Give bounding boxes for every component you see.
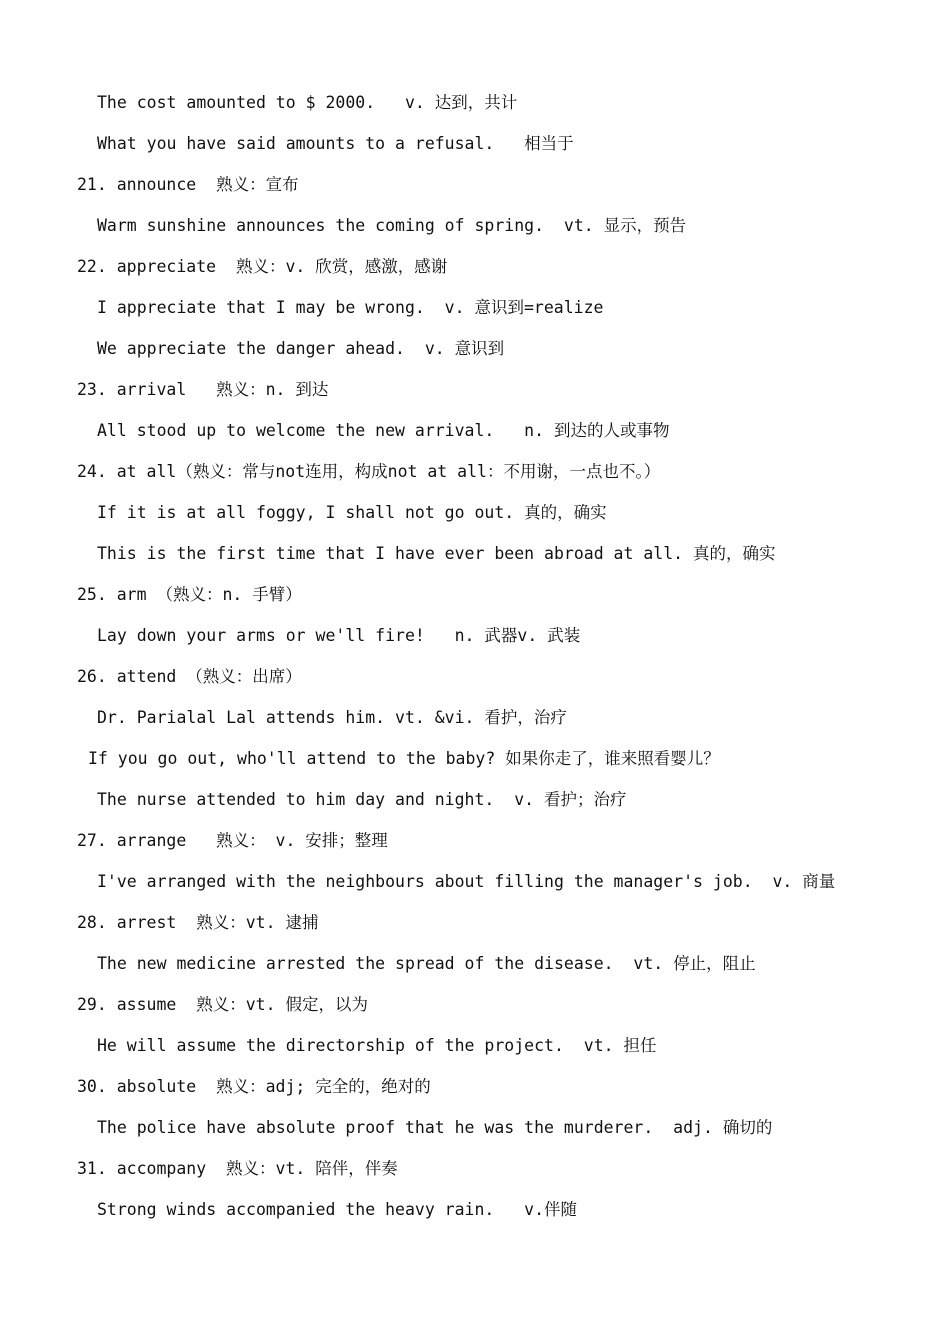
example-sentence: We appreciate the danger ahead. v. 意识到 bbox=[97, 339, 505, 358]
vocab-entry-heading: 27. arrange 熟义： v. 安排；整理 bbox=[77, 831, 388, 850]
example-sentence: If it is at all foggy, I shall not go out. 真的，确实 bbox=[97, 503, 607, 522]
vocab-entry-heading: 23. arrival 熟义：n. 到达 bbox=[77, 380, 329, 399]
example-sentence: Dr. Parialal Lal attends him. vt. &vi. 看护，治疗 bbox=[97, 708, 567, 727]
example-sentence: I've arranged with the neighbours about filling the manager's job. v. 商量 bbox=[97, 872, 836, 891]
example-sentence: The nurse attended to him day and night. v. 看护；治疗 bbox=[97, 790, 627, 809]
example-sentence: Strong winds accompanied the heavy rain. v.伴随 bbox=[97, 1200, 578, 1219]
vocab-entry-heading: 29. assume 熟义：vt. 假定，以为 bbox=[77, 995, 368, 1014]
example-sentence: He will assume the directorship of the project. vt. 担任 bbox=[97, 1036, 657, 1055]
vocab-entry-heading: 28. arrest 熟义：vt. 逮捕 bbox=[77, 913, 319, 932]
example-sentence: This is the first time that I have ever been abroad at all. 真的，确实 bbox=[97, 544, 776, 563]
example-sentence: What you have said amounts to a refusal. 相当于 bbox=[97, 134, 574, 153]
example-sentence: I appreciate that I may be wrong. v. 意识到=realize bbox=[97, 298, 604, 317]
vocab-entry-heading: 21. announce 熟义：宣布 bbox=[77, 175, 299, 194]
vocab-entry-heading: 24. at all（熟义：常与not连用，构成not at all：不用谢，一点也不。） bbox=[77, 462, 661, 481]
example-sentence: Lay down your arms or we'll fire! n. 武器v. 武装 bbox=[97, 626, 581, 645]
vocab-entry-heading: 26. attend （熟义：出席） bbox=[77, 667, 302, 686]
vocab-entry-heading: 25. arm （熟义：n. 手臂） bbox=[77, 585, 302, 604]
vocab-entry-heading: 30. absolute 熟义：adj; 完全的，绝对的 bbox=[77, 1077, 431, 1096]
example-sentence: The cost amounted to $ 2000. v. 达到，共计 bbox=[97, 93, 518, 112]
vocab-entry-heading: 31. accompany 熟义：vt. 陪伴，伴奏 bbox=[77, 1159, 398, 1178]
vocab-entry-heading: 22. appreciate 熟义：v. 欣赏，感激，感谢 bbox=[77, 257, 448, 276]
example-sentence: Warm sunshine announces the coming of spring. vt. 显示，预告 bbox=[97, 216, 687, 235]
example-sentence: The police have absolute proof that he was the murderer. adj. 确切的 bbox=[97, 1118, 773, 1137]
example-sentence: All stood up to welcome the new arrival. n. 到达的人或事物 bbox=[97, 421, 670, 440]
example-sentence: If you go out, who'll attend to the baby? 如果你走了，谁来照看婴儿？ bbox=[88, 749, 720, 768]
example-sentence: The new medicine arrested the spread of the disease. vt. 停止，阻止 bbox=[97, 954, 756, 973]
